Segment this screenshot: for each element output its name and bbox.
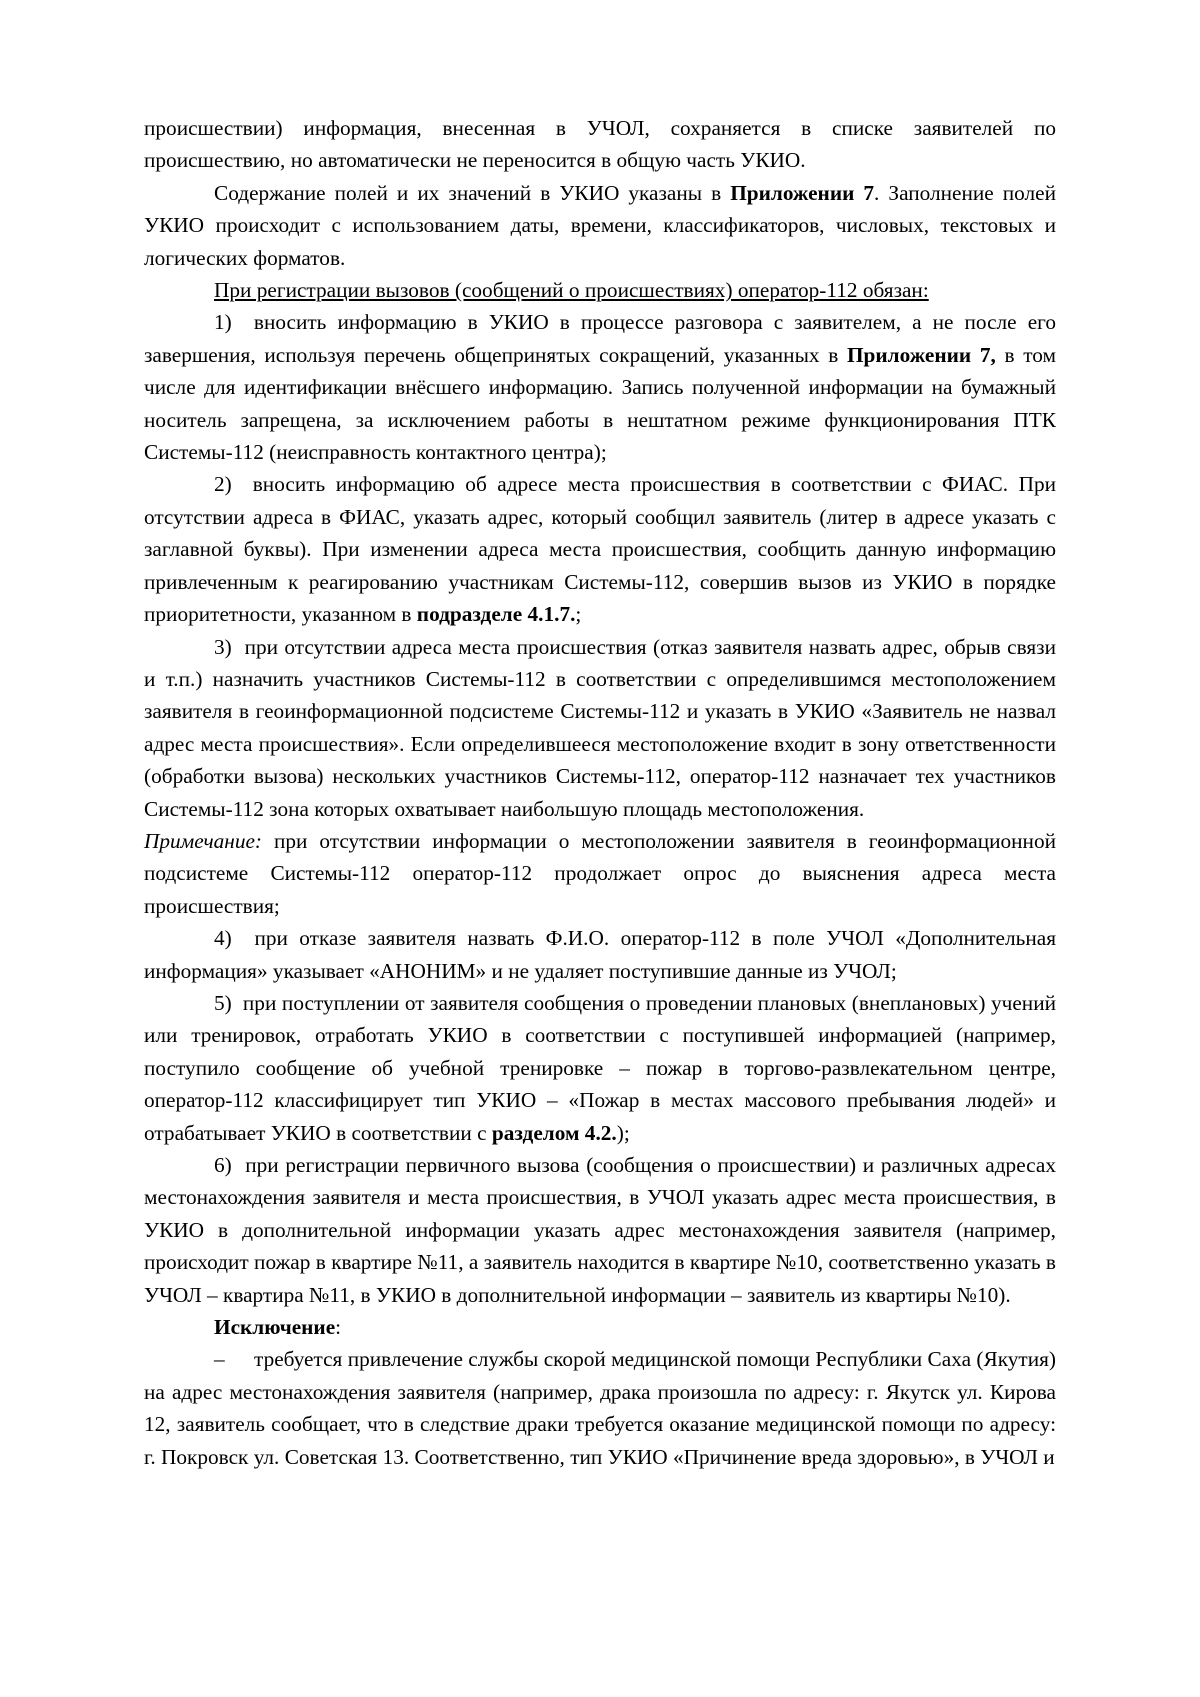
text-span: Содержание полей и их значений в УКИО указаны в: [214, 180, 731, 205]
list-number: 2): [214, 472, 232, 497]
appendix-reference: Приложении 7,: [846, 342, 996, 367]
text-span: ;: [575, 602, 582, 627]
note-paragraph: [144, 825, 1056, 922]
list-number: 4): [214, 926, 232, 951]
list-item-2: [144, 468, 1056, 630]
text-span: при регистрации первичного вызова (сообщения о происшествии) и различных адресах местонахождения заявителя и места происшествия, в УЧОЛ указать адрес места происшествия, в УКИО в дополнительной информации указать адрес местонахождения заявителя (например, происходит пожар в квартире №11, а заявитель находится в квартире №10, соответственно указать в УЧОЛ – квартира №11, в УКИО в дополнительной информации – заявитель из квартиры №10).: [144, 1153, 1056, 1307]
list-number: 6): [214, 1153, 232, 1177]
list-number: 1): [214, 310, 232, 335]
page-body: [144, 112, 1056, 1473]
appendix-reference: Приложении 7: [730, 180, 875, 205]
list-item-1: [144, 306, 1056, 468]
text-span: вносить информацию об адресе места происшествия в соответствии с ФИАС. При отсутствии адреса в ФИАС, указать адрес, который сообщил заявитель (литер в адресе указать с заглавной буквы). При изменении адреса места происшествия, сообщить данную информацию привлеченным к реагированию участникам Системы-112, совершив вызов из УКИО в порядке приоритетности, указанном в: [144, 472, 1057, 627]
list-item-4: [144, 922, 1056, 987]
paragraph-obligations-heading: [144, 274, 1056, 306]
text-span: при отсутствии адреса места происшествия (отказ заявителя назвать адрес, обрыв связи и т.п.) назначить участников Системы-112 в соответствии с определившимся местоположением заявителя в геоинформационной подсистеме Системы-112 и указать в УКИО «Заявитель не назвал адрес места происшествия». Если определившееся местоположение входит в зону ответственности (обработки вызова) нескольких участников Системы-112, оператор-112 назначает тех участников Системы-112 зона которых охватывает наибольшую площадь местоположения.: [144, 634, 1056, 821]
text-span: . Заполнение полей УКИО происходит с использованием даты, времени, классификаторов, числовых, текстовых и логических форматов.: [144, 180, 1057, 270]
text-span: );: [616, 1120, 630, 1145]
text-span: :: [335, 1315, 342, 1340]
section-reference: разделом 4.2.: [491, 1120, 617, 1145]
text-span: при отказе заявителя назвать Ф.И.О. оператор-112 в поле УЧОЛ «Дополнительная информация» указывает «АНОНИМ» и не удаляет поступившие данные из УЧОЛ;: [144, 926, 1056, 983]
note-label: Примечание:: [144, 828, 263, 853]
exception-label: Исключение: [214, 1315, 336, 1340]
list-item-3: [144, 631, 1056, 825]
exception-heading: [144, 1311, 1056, 1343]
text-span: при поступлении от заявителя сообщения о проведении плановых (внеплановых) учений или тренировок, отработать УКИО в соответствии с поступившей информацией (например, поступило сообщение об учебной тренировке – пожар в торгово-развлекательном центре, оператор-112 классифицирует тип УКИО – «Пожар в местах массового пребывания людей» и отрабатывает УКИО в соответствии с: [144, 990, 1056, 1145]
paragraph-fields-description: [144, 177, 1056, 274]
list-number: 5): [214, 990, 232, 1015]
text-span: в том числе для идентификации внёсшего информацию. Запись полученной информации на бумажный носитель запрещена, за исключением работы в нештатном режиме функционирования ПТК Системы-112 (неисправность контактного центра);: [144, 342, 1056, 465]
text-span: при отсутствии информации о местоположении заявителя в геоинформационной подсистеме Системы-112 оператор-112 продолжает опрос до выяснения адреса места происшествия;: [144, 828, 1056, 918]
text-span: вносить информацию в УКИО в процессе разговора с заявителем, а не после его завершения, используя перечень общепринятых сокращений, указанных в: [144, 310, 1057, 367]
bullet-item: [144, 1343, 1056, 1473]
paragraph-continuation: происшествии) информация, внесенная в УЧОЛ, сохраняется в списке заявителей по происшествию, но автоматически не переносится в общую часть УКИО.: [144, 116, 1056, 173]
subsection-reference: подразделе 4.1.7.: [416, 602, 576, 627]
list-number: 3): [214, 634, 232, 659]
text-span: требуется привлечение службы скорой медицинской помощи Республики Саха (Якутия) на адрес местонахождения заявителя (например, драка произошла по адресу: г. Якутск ул. Кирова 12, заявитель сообщает, что в следствие драки требуется оказание медицинской помощи по адресу: г. Покровск ул. Советская 13. Соответственно, тип УКИО «Причинение вреда здоровью», в УЧОЛ и: [144, 1347, 1056, 1469]
list-item-6: [144, 1149, 1056, 1311]
underlined-heading: При регистрации вызовов (сообщений о происшествиях) оператор-112 обязан:: [214, 278, 929, 303]
list-item-5: [144, 987, 1056, 1149]
bullet-dash: –: [214, 1347, 225, 1372]
